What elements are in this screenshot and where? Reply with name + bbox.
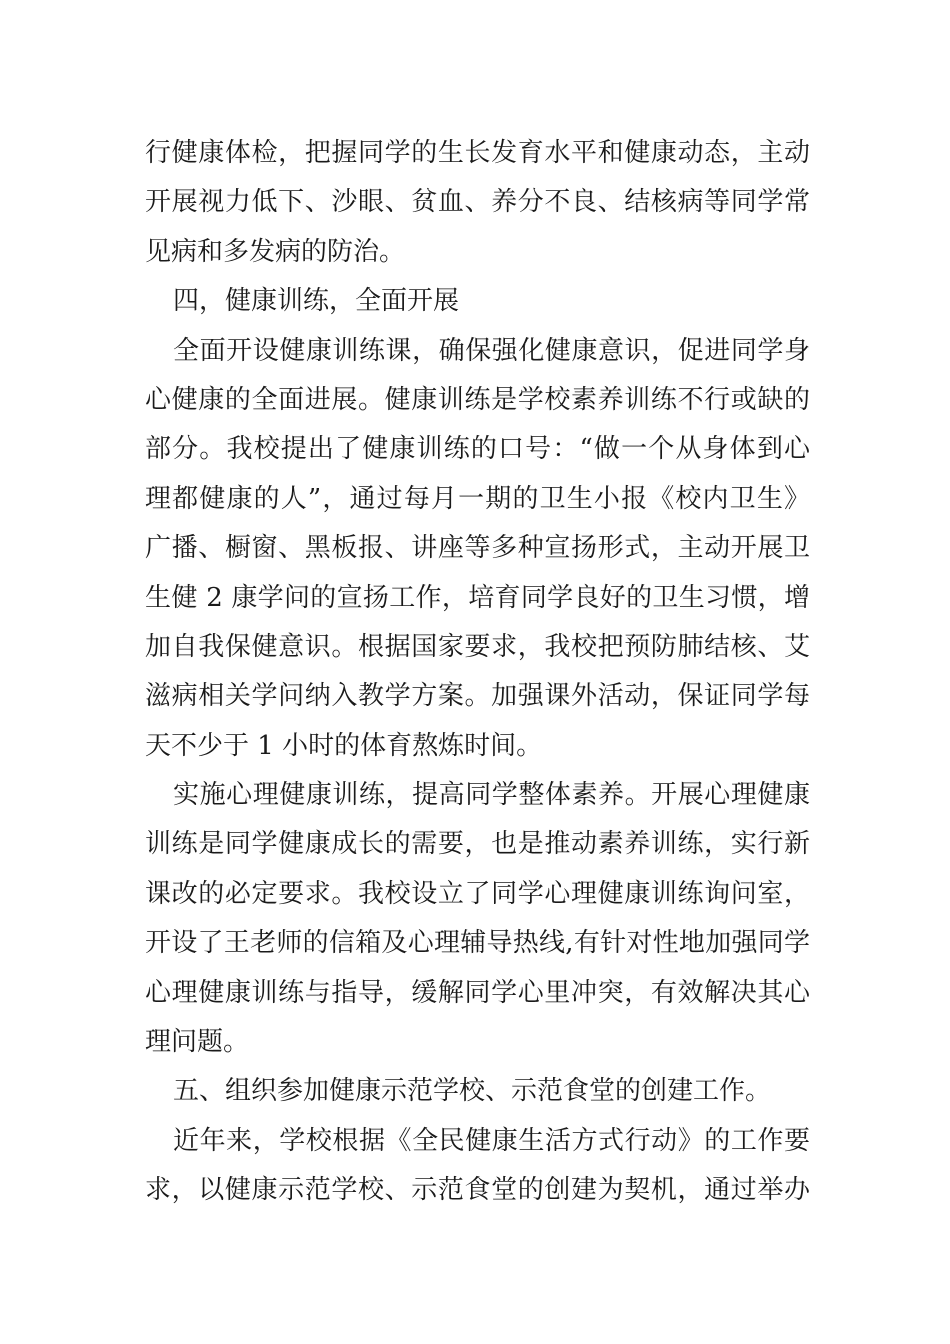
body-text (145, 129, 810, 1216)
text-line: 全面开设健康训练课，确保强化健康意识，促进同学身 (173, 335, 810, 366)
text-line: 五、组织参加健康示范学校、示范食堂的创建工作。 (173, 1076, 772, 1107)
text-line: 行健康体检，把握同学的生长发育水平和健康动态，主动 (145, 138, 810, 168)
text-line: 理都健康的人”，通过每月一期的卫生小报《校内卫生》 (145, 483, 810, 514)
text-line: 四，健康训练，全面开展 (173, 286, 460, 317)
text-line: 广播、橱窗、黑板报、讲座等多种宣扬形式，主动开展卫 (145, 533, 810, 564)
text-line: 理问题。 (145, 1027, 250, 1058)
text-line: 开展视力低下、沙眼、贫血、养分不良、结核病等同学常 (145, 187, 810, 218)
text-line: 滋病相关学问纳入教学方案。加强课外活动，保证同学每 (145, 681, 810, 712)
text-line: 开设了王老师的信箱及心理辅导热线,有针对性地加强同学 (145, 928, 810, 959)
text-line: 心健康的全面进展。健康训练是学校素养训练不行或缺的 (145, 384, 810, 415)
text-line: 训练是同学健康成长的需要，也是推动素养训练，实行新 (145, 829, 810, 860)
text-line: 实施心理健康训练，提高同学整体素养。开展心理健康 (173, 780, 810, 811)
text-line: 心理健康训练与指导，缓解同学心里冲突，有效解决其心 (145, 977, 810, 1008)
text-line: 近年来，学校根据《全民健康生活方式行动》的工作要 (173, 1125, 810, 1156)
text-line: 部分。我校提出了健康训练的口号：“做一个从身体到心 (145, 434, 810, 465)
text-line: 求，以健康示范学校、示范食堂的创建为契机，通过举办 (145, 1175, 810, 1206)
text-line: 加自我保健意识。根据国家要求，我校把预防肺结核、艾 (145, 631, 810, 662)
text-line: 见病和多发病的防治。 (145, 236, 406, 267)
text-line: 课改的必定要求。我校设立了同学心理健康训练询问室， (145, 878, 810, 909)
text-line: 生健 2 康学问的宣扬工作，培育同学良好的卫生习惯，增 (145, 582, 810, 613)
text-line: 天不少于 1 小时的体育熬炼时间。 (145, 730, 543, 761)
